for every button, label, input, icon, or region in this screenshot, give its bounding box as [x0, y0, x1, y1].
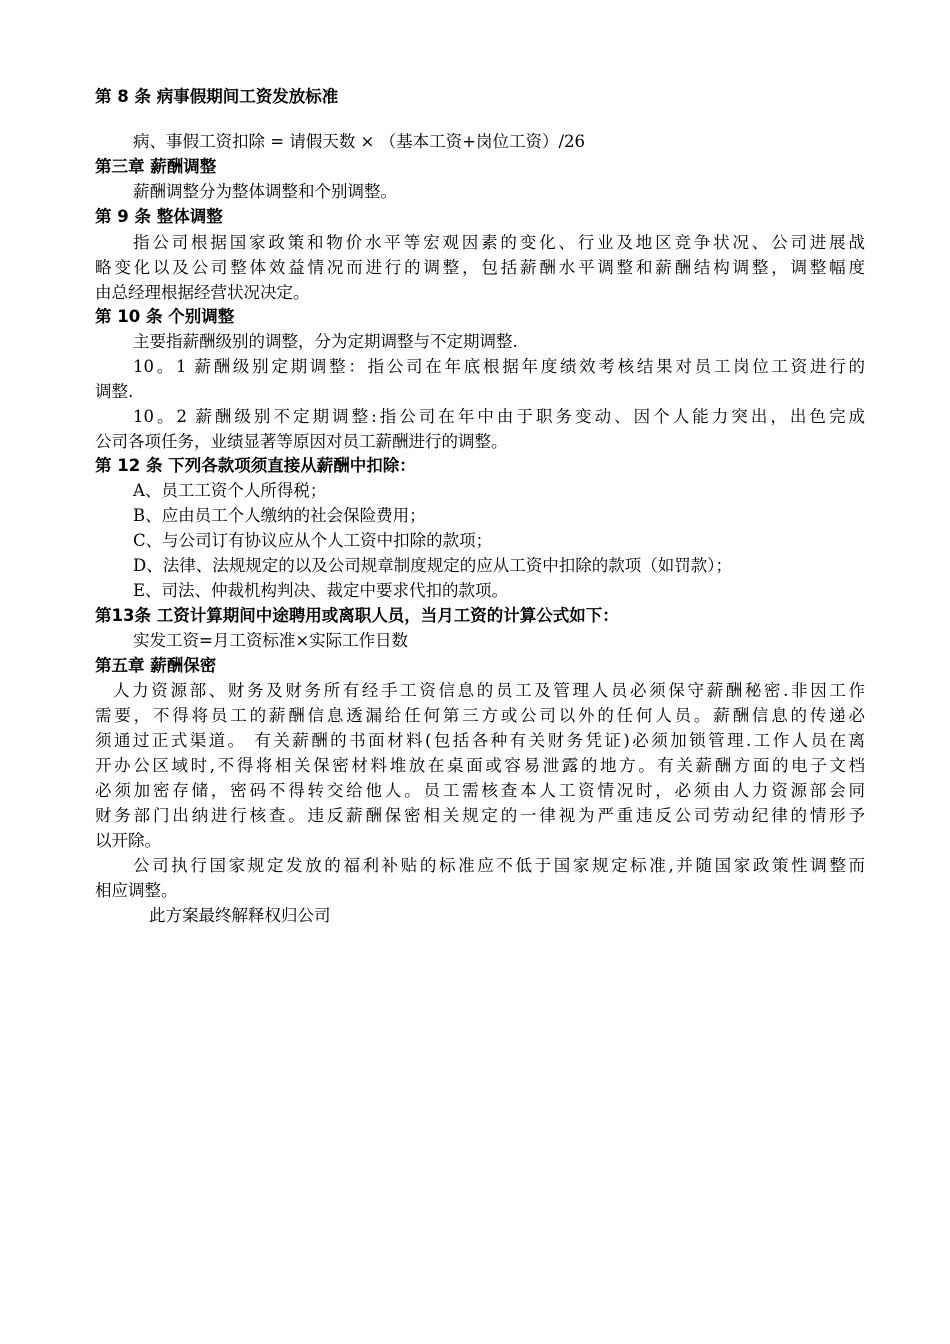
paragraph-line: 10。2 薪酬级别不定期调整:指公司在年中由于职务变动、因个人能力突出，出色完成: [133, 407, 865, 426]
article-8-heading: 第 8 条 病事假期间工资发放标准: [95, 87, 339, 106]
chapter-5-heading: 第五章 薪酬保密: [95, 656, 217, 675]
list-item: E、司法、仲裁机构判决、裁定中要求代扣的款项。: [133, 581, 509, 600]
salary-formula: 实发工资=月工资标准×实际工作日数: [133, 631, 409, 650]
paragraph-line: 相应调整。: [95, 881, 178, 900]
list-item: C、与公司订有协议应从个人工资中扣除的款项；: [133, 531, 493, 550]
paragraph-line: 必须加密存储，密码不得转交给他人。员工需核查本人工资情况时，必须由人力资源部会同: [95, 781, 865, 800]
paragraph-line: 需要，不得将员工的薪酬信息透漏给任何第三方或公司以外的任何人员。薪酬信息的传递必: [95, 706, 865, 725]
paragraph-line: 公司各项任务，业绩显著等原因对员工薪酬进行的调整。: [95, 432, 508, 451]
paragraph-line: 须通过正式渠道。 有关薪酬的书面材料(包括各种有关财务凭证)必须加锁管理.工作人员在离: [95, 731, 865, 750]
paragraph-line: 人力资源部、财务及财务所有经手工资信息的员工及管理人员必须保守薪酬秘密.非因工作: [113, 681, 865, 700]
paragraph-line: 略变化以及公司整体效益情况而进行的调整，包括薪酬水平调整和薪酬结构调整，调整幅度: [95, 258, 865, 277]
paragraph-line: 薪酬调整分为整体调整和个别调整。: [133, 182, 397, 201]
closing-statement: 此方案最终解释权归公司: [149, 906, 331, 925]
chapter-3-heading: 第三章 薪酬调整: [95, 157, 217, 176]
article-10-heading: 第 10 条 个别调整: [95, 307, 235, 326]
list-item: D、法律、法规规定的以及公司规章制度规定的应从工资中扣除的款项（如罚款）；: [133, 556, 732, 575]
article-9-heading: 第 9 条 整体调整: [95, 207, 223, 226]
paragraph-line: 调整.: [95, 382, 134, 401]
list-item: B、应由员工个人缴纳的社会保险费用；: [133, 506, 426, 525]
article-12-heading: 第 12 条 下列各款项须直接从薪酬中扣除：: [95, 456, 416, 475]
sick-leave-formula: 病、事假工资扣除 = 请假天数 × （基本工资+岗位工资）/26: [133, 132, 586, 151]
paragraph-line: 主要指薪酬级别的调整，分为定期调整与不定期调整.: [133, 332, 518, 351]
list-item: A、员工工资个人所得税；: [133, 481, 327, 500]
paragraph-line: 指公司根据国家政策和物价水平等宏观因素的变化、行业及地区竞争状况、公司进展战: [133, 233, 865, 252]
paragraph-line: 10。1 薪酬级别定期调整：指公司在年底根据年度绩效考核结果对员工岗位工资进行的: [133, 357, 865, 376]
paragraph-line: 由总经理根据经营状况决定。: [95, 283, 310, 302]
paragraph-line: 以开除。: [95, 831, 161, 850]
article-13-heading: 第13条 工资计算期间中途聘用或离职人员，当月工资的计算公式如下：: [95, 606, 619, 625]
paragraph-line: 财务部门出纳进行核查。违反薪酬保密相关规定的一律视为严重违反公司劳动纪律的情形予: [95, 806, 865, 825]
paragraph-line: 公司执行国家规定发放的福利补贴的标准应不低于国家规定标准,并随国家政策性调整而: [133, 856, 865, 875]
paragraph-line: 开办公区域时,不得将相关保密材料堆放在桌面或容易泄露的地方。有关薪酬方面的电子文档: [95, 756, 865, 775]
